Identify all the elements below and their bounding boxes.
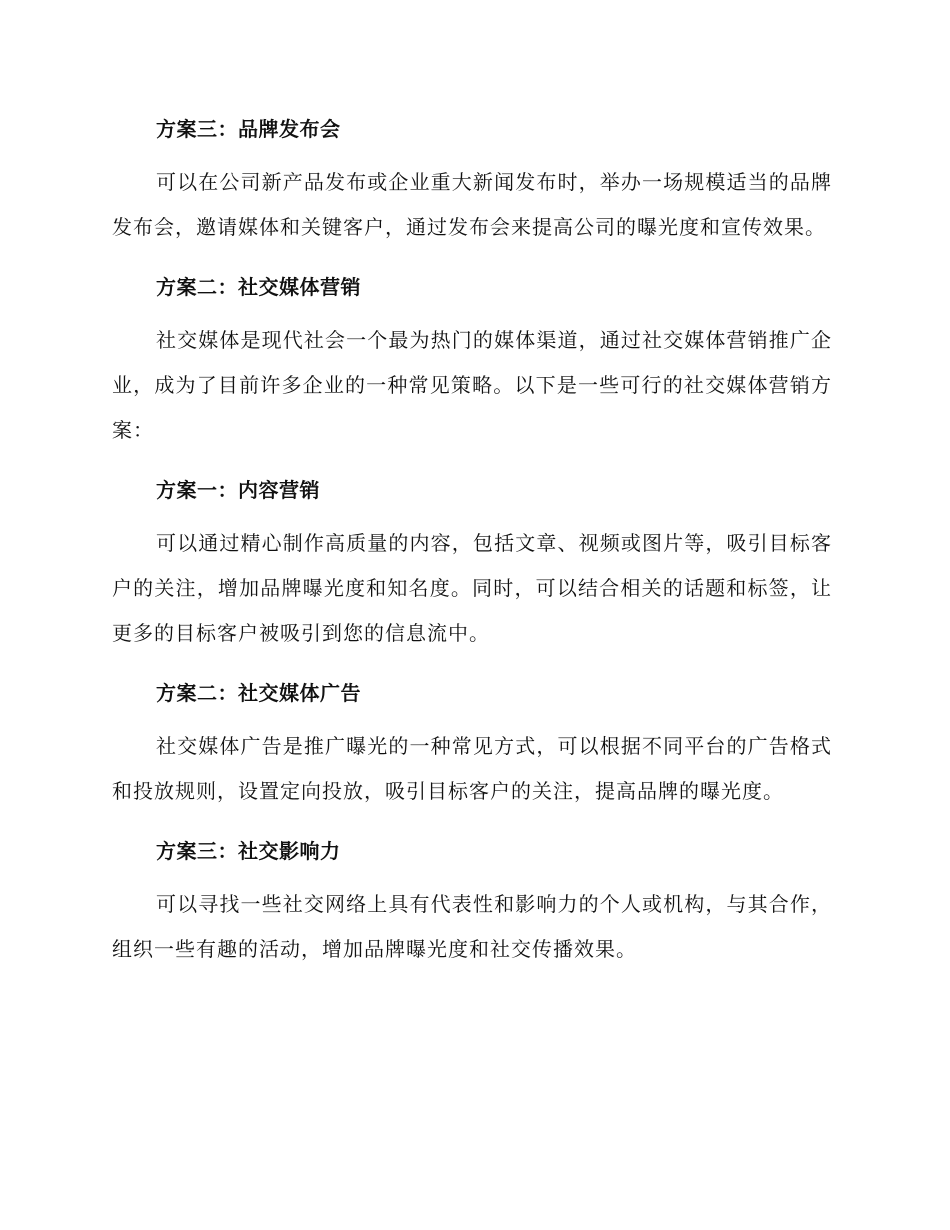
- section-heading-brand-launch: 方案三：品牌发布会: [156, 117, 341, 141]
- section-paragraph-brand-launch: 可以在公司新产品发布或企业重大新闻发布时，举办一场规模适当的品牌发布会，邀请媒体和关键客户，通过发布会来提高公司的曝光度和宣传效果。: [112, 170, 832, 239]
- section-paragraph-social-media-marketing: 社交媒体是现代社会一个最为热门的媒体渠道，通过社交媒体营销推广企业，成为了目前许多企业的一种常见策略。以下是一些可行的社交媒体营销方案：: [112, 328, 832, 442]
- section-heading-content-marketing: 方案一：内容营销: [156, 478, 320, 502]
- section-heading-social-media-ads: 方案二：社交媒体广告: [156, 681, 361, 705]
- section-paragraph-social-influence: 可以寻找一些社交网络上具有代表性和影响力的个人或机构，与其合作，组织一些有趣的活动，增加品牌曝光度和社交传播效果。: [112, 892, 832, 961]
- document-body: [112, 112, 832, 972]
- section-heading-social-influence: 方案三：社交影响力: [156, 839, 341, 863]
- section-paragraph-social-media-ads: 社交媒体广告是推广曝光的一种常见方式，可以根据不同平台的广告格式和投放规则，设置定向投放，吸引目标客户的关注，提高品牌的曝光度。: [112, 734, 832, 803]
- section-heading-social-media-marketing: 方案二：社交媒体营销: [156, 275, 361, 299]
- section-paragraph-content-marketing: 可以通过精心制作高质量的内容，包括文章、视频或图片等，吸引目标客户的关注，增加品牌曝光度和知名度。同时，可以结合相关的话题和标签，让更多的目标客户被吸引到您的信息流中。: [112, 531, 832, 645]
